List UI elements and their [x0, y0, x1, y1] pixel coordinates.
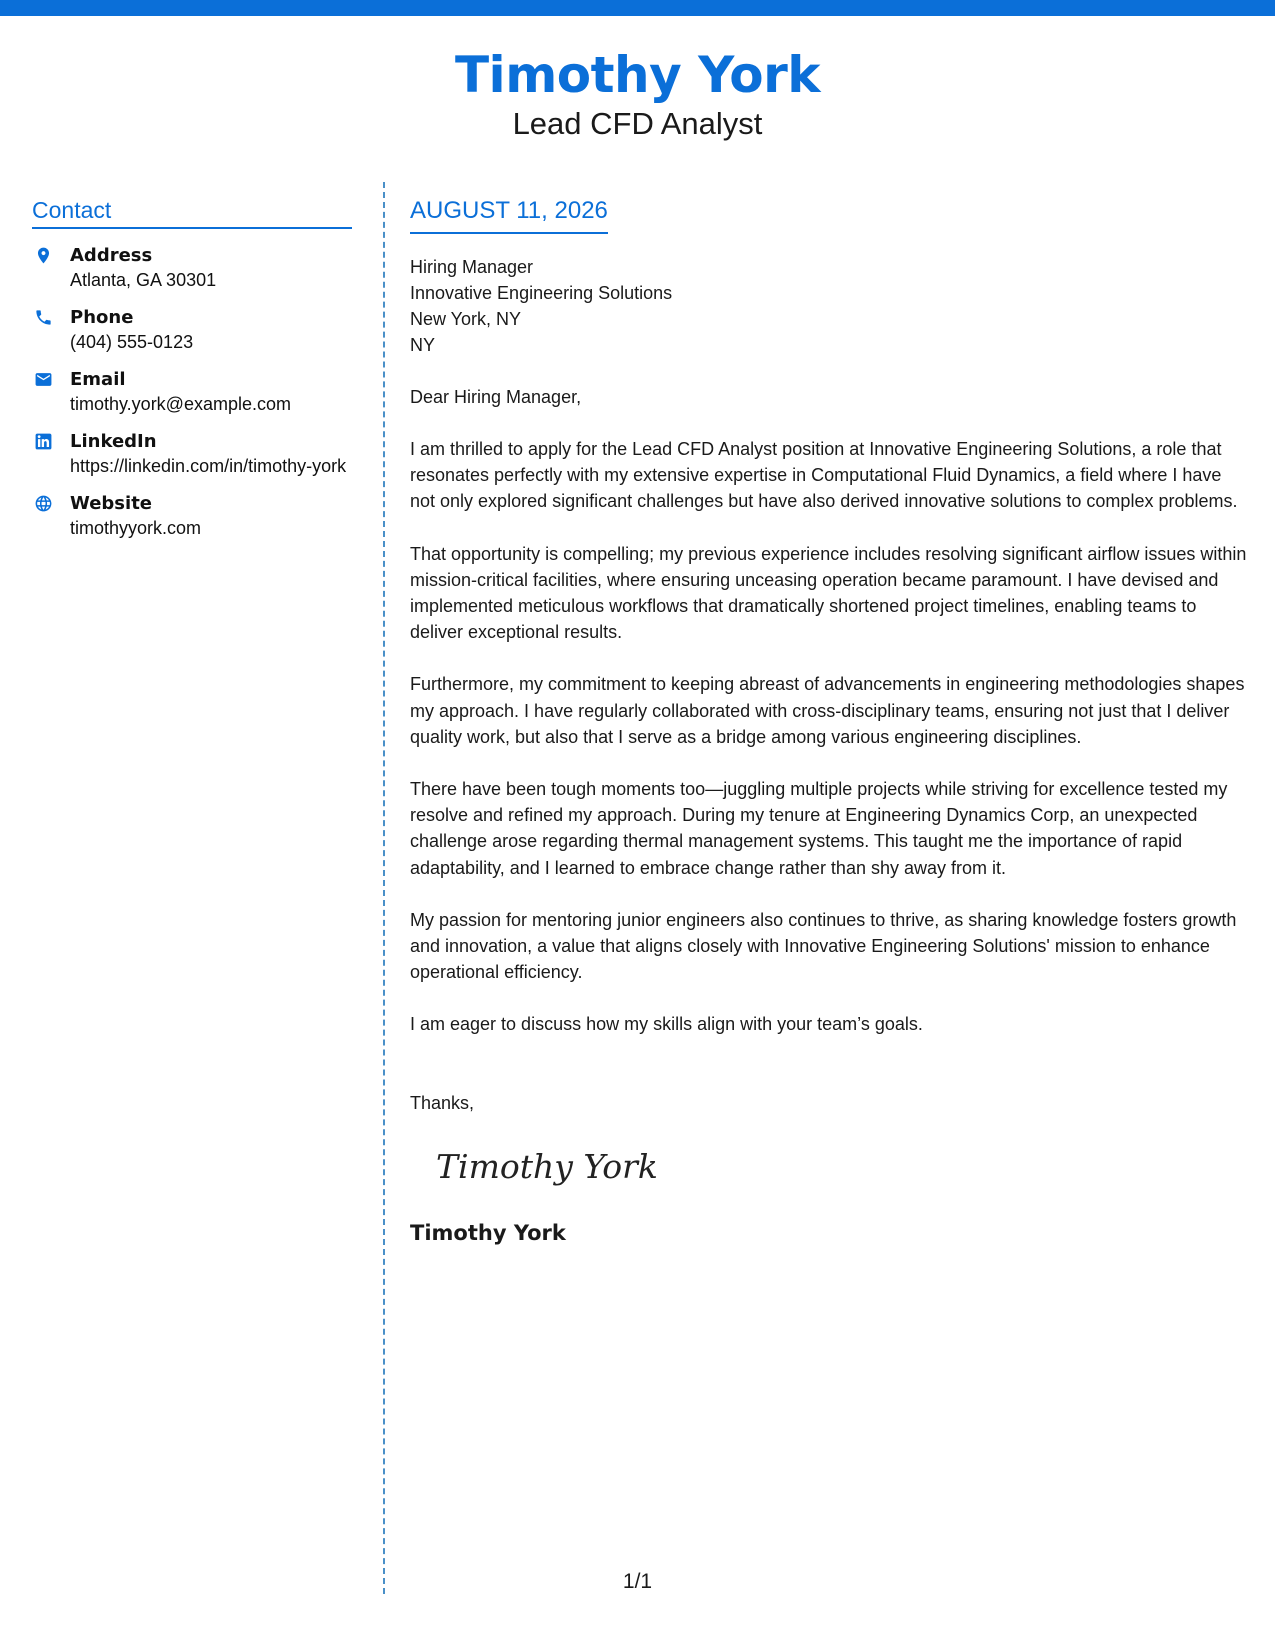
- map-pin-icon: [32, 243, 70, 267]
- letter-date: AUGUST 11, 2026: [410, 196, 608, 234]
- salutation: Dear Hiring Manager,: [410, 387, 582, 407]
- contact-label: Phone: [70, 307, 134, 328]
- signature-text: Timothy York: [436, 1146, 658, 1186]
- header: [0, 44, 1275, 142]
- body-paragraph: That opportunity is compelling; my previous experience includes resolving significant airflow issues within mission-critical facilities, where ensuring unceasing operation became paramount. I have devised and implemented meticulous workflows that dramatically shortened project timelines, enabling teams to deliver exceptional results.: [410, 543, 1247, 643]
- contact-sidebar: [32, 196, 352, 553]
- letter-body: [410, 196, 1250, 1247]
- body-paragraph: I am eager to discuss how my skills align with your team’s goals.: [410, 1014, 923, 1035]
- recipient-line: Innovative Engineering Solutions: [410, 283, 673, 303]
- recipient-line: NY: [410, 335, 436, 355]
- phone-icon: [32, 305, 70, 329]
- contact-linkedin: [32, 429, 352, 479]
- page-number: 1/1: [622, 1570, 653, 1593]
- contact-website: [32, 491, 352, 541]
- contact-label: Website: [70, 493, 153, 514]
- contact-list: [32, 243, 352, 541]
- body-paragraph: My passion for mentoring junior engineers also continues to thrive, as sharing knowledge fosters growth and innovation, a value that aligns closely with Innovative Engineering Solutions' mission to enhance operational efficiency.: [410, 909, 1237, 983]
- top-accent-bar: [0, 0, 1275, 16]
- column-divider: [383, 182, 385, 1594]
- body-paragraph: Furthermore, my commitment to keeping abreast of advancements in engineering methodologies shapes my approach. I have regularly collaborated with cross-disciplinary teams, ensuring not just that I deliver quality work, but also that I serve as a bridge among various engineering disciplines.: [410, 674, 1245, 747]
- contact-address: [32, 243, 352, 293]
- globe-icon: [32, 491, 70, 515]
- signed-name: Timothy York: [410, 1220, 566, 1245]
- contact-heading: Contact: [32, 196, 352, 229]
- contact-value: https://linkedin.com/in/timothy-york: [70, 456, 347, 476]
- contact-email: [32, 367, 352, 417]
- contact-value: timothyyork.com: [70, 518, 202, 538]
- contact-phone: [32, 305, 352, 355]
- body-paragraph: I am thrilled to apply for the Lead CFD Analyst position at Innovative Engineering Solutions, a role that resonates perfectly with my extensive expertise in Computational Fluid Dynamics, a field where I have not only explored significant challenges but have also derived innovative solutions to complex problems.: [410, 439, 1238, 512]
- body-paragraph: There have been tough moments too—juggling multiple projects while striving for excellence tested my resolve and refined my approach. During my tenure at Engineering Dynamics Corp, an unexpected challenge arose regarding thermal management systems. This taught me the importance of rapid adaptability, and I learned to embrace change rather than shy away from it.: [410, 779, 1228, 878]
- contact-label: LinkedIn: [70, 431, 157, 452]
- contact-value: (404) 555-0123: [70, 332, 194, 352]
- closing: Thanks,: [410, 1092, 475, 1113]
- applicant-name: Timothy York: [454, 46, 821, 104]
- recipient-line: Hiring Manager: [410, 257, 534, 277]
- linkedin-icon: [32, 429, 70, 453]
- recipient-block: [410, 254, 1250, 358]
- recipient-line: New York, NY: [410, 309, 522, 329]
- handwritten-signature: [432, 1138, 672, 1198]
- applicant-title: Lead CFD Analyst: [512, 106, 763, 141]
- contact-value: timothy.york@example.com: [70, 394, 292, 414]
- contact-value: Atlanta, GA 30301: [70, 270, 217, 290]
- contact-label: Email: [70, 369, 126, 390]
- email-icon: [32, 367, 70, 391]
- contact-label: Address: [70, 245, 153, 266]
